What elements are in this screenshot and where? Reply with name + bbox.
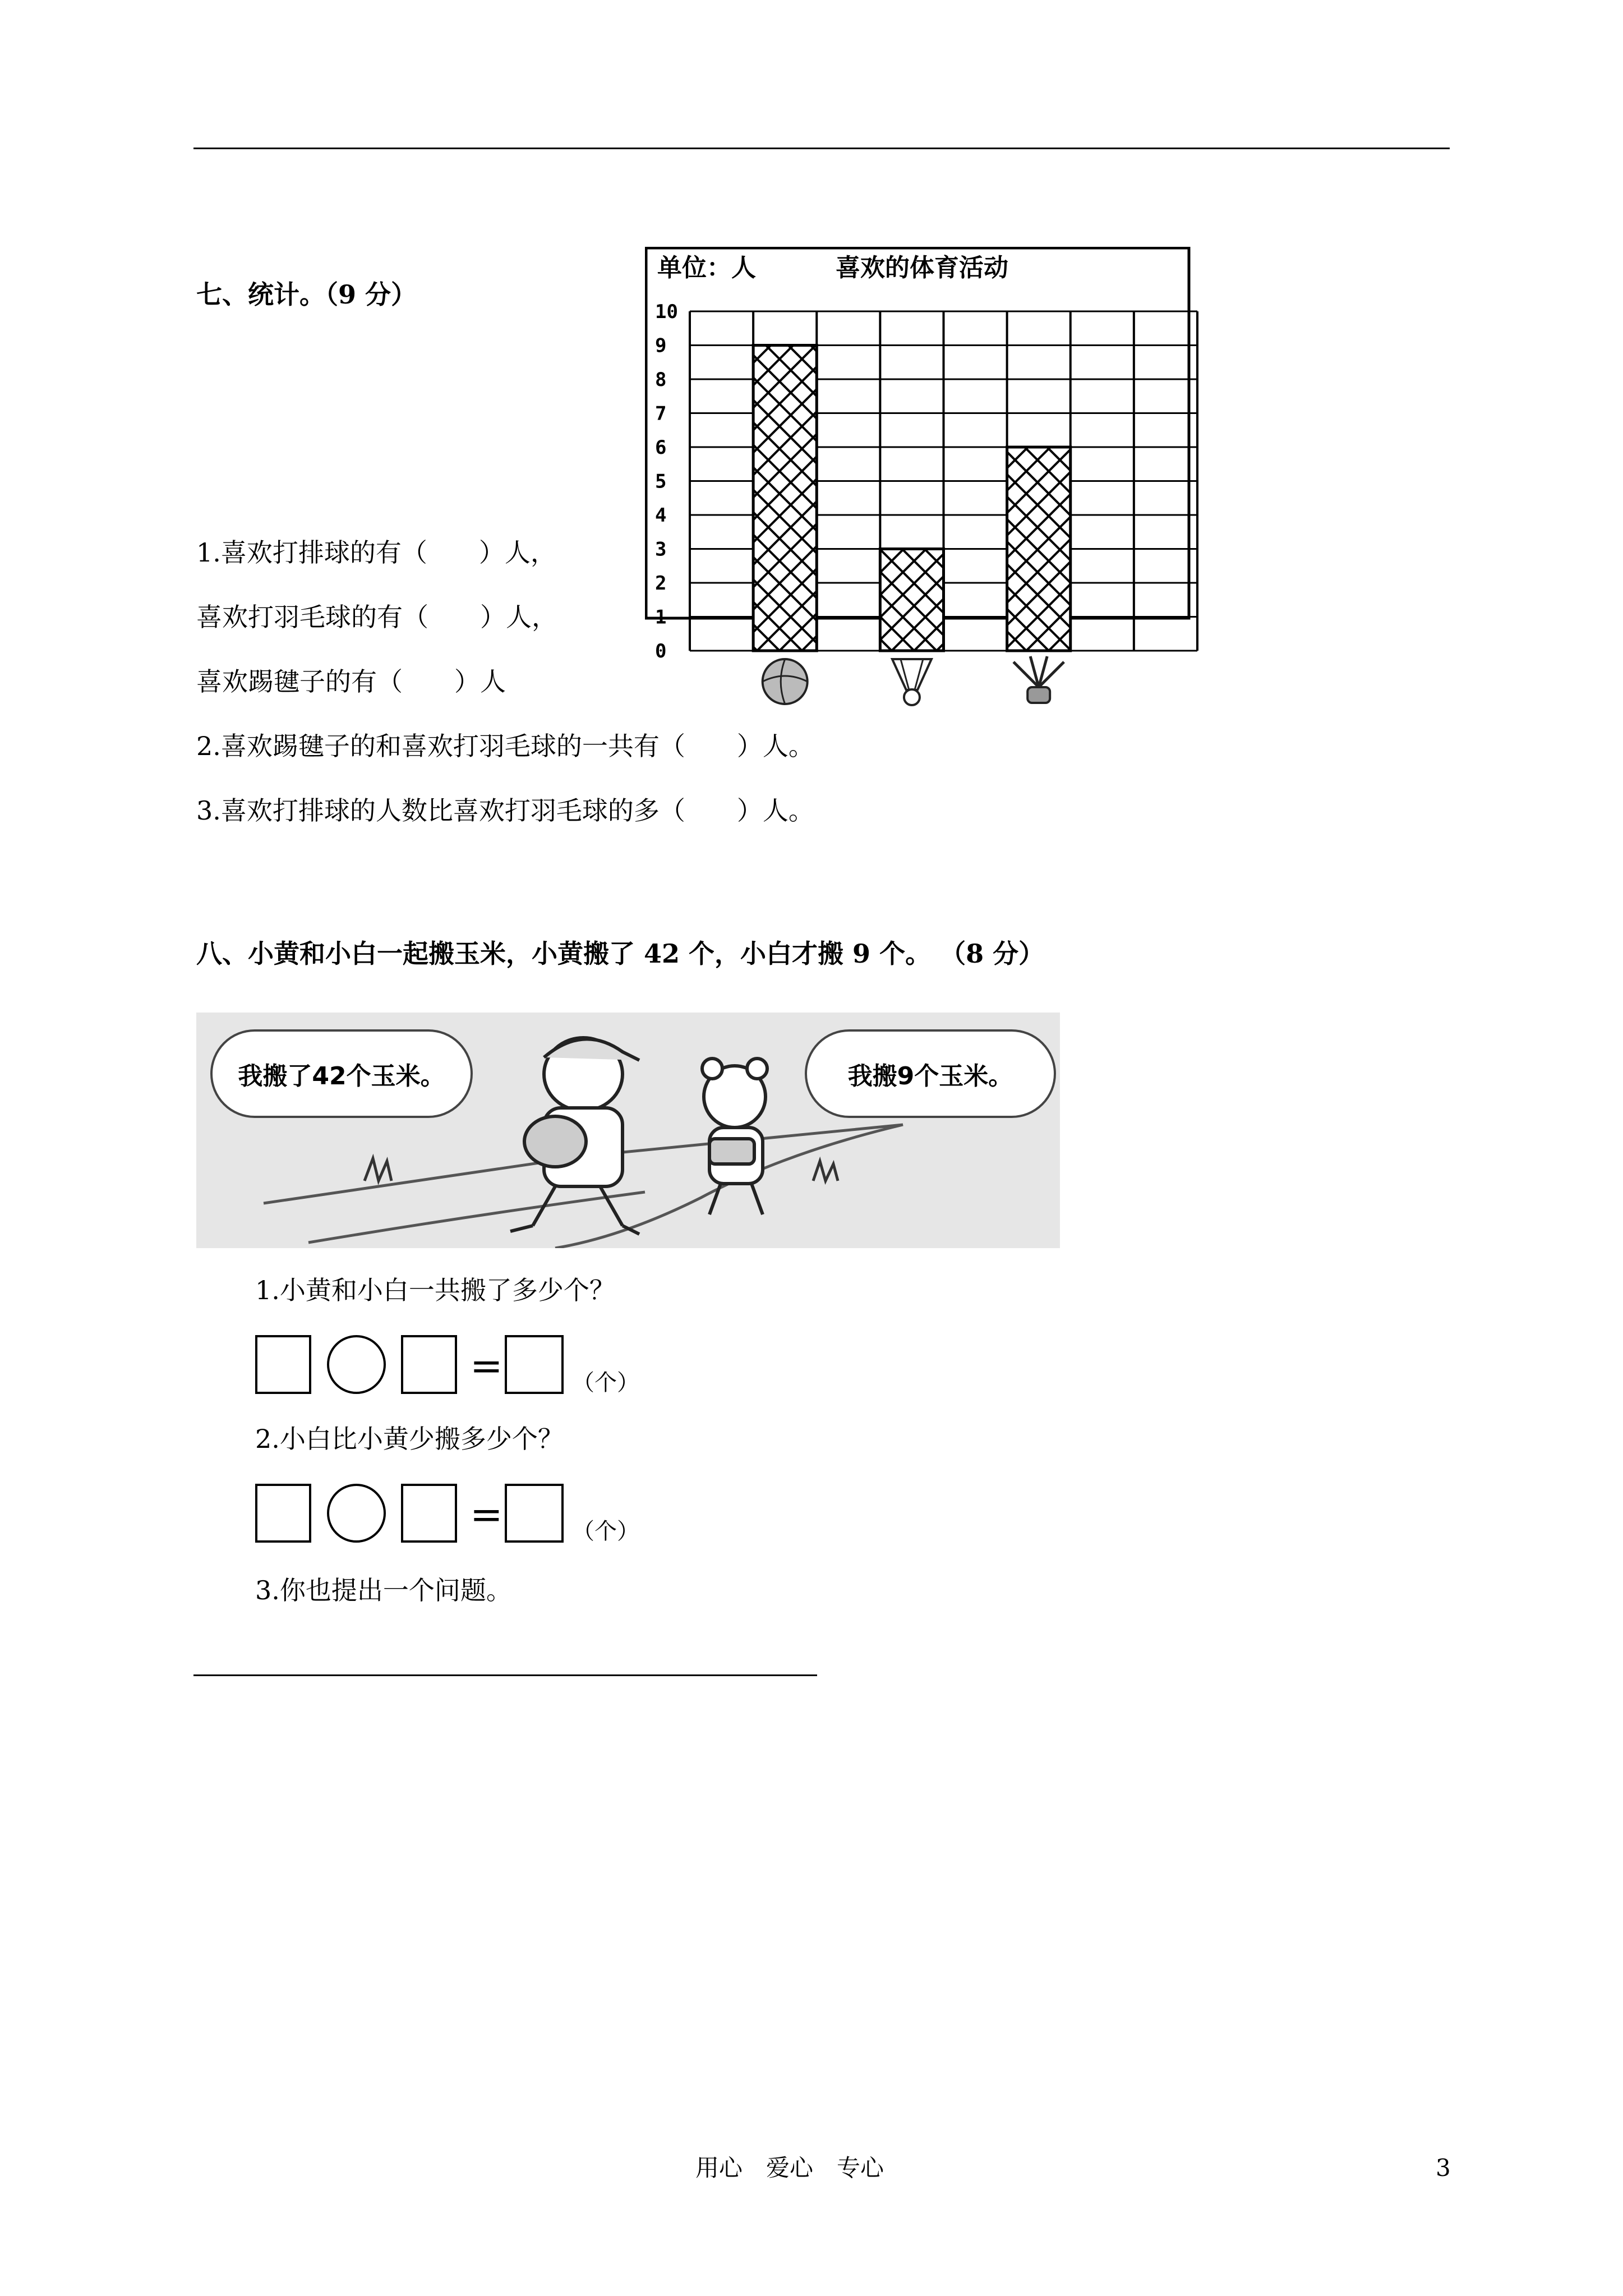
y-tick-label: 8 (655, 369, 667, 391)
y-tick-label: 1 (655, 606, 667, 629)
section8-q3: 3.你也提出一个问题。 (255, 1575, 512, 1605)
y-tick-label: 3 (655, 538, 667, 561)
y-tick-label: 4 (655, 504, 667, 527)
chart-y-ticks (655, 301, 678, 662)
operator-circle[interactable] (327, 1484, 386, 1543)
bar (753, 346, 817, 651)
chart-svg (645, 247, 1206, 707)
section7-q1-line2: 喜欢打羽毛球的有（ ）人， (196, 602, 557, 632)
equals-sign: = (470, 1492, 503, 1538)
bar (880, 549, 943, 651)
section8-q2: 2.小白比小黄少搬多少个？ (255, 1424, 564, 1454)
boy-figure (510, 1038, 639, 1234)
chart-category-icons (763, 656, 1064, 705)
unit-label: （个） (572, 1370, 639, 1396)
footer-slogan: 用心 爱心 专心 (695, 2154, 884, 2182)
y-tick-label: 7 (655, 402, 667, 425)
section7-q3: 3.喜欢打排球的人数比喜欢打羽毛球的多（ ）人。 (196, 795, 814, 826)
speech-bubble-left-text: 我搬了42个玉米。 (238, 1062, 445, 1091)
badminton-icon (892, 659, 932, 705)
answer-box[interactable] (255, 1484, 311, 1543)
equals-sign: = (470, 1343, 503, 1389)
section7-q1-line1: 1.喜欢打排球的有（ ）人， (196, 537, 556, 568)
section8-heading: 八、小黄和小白一起搬玉米，小黄搬了 42 个，小白才搬 9 个。 （8 分） (196, 938, 1045, 969)
y-tick-label: 0 (655, 640, 667, 662)
y-tick-label: 10 (655, 301, 678, 323)
speech-bubble-right-text: 我搬9个玉米。 (847, 1062, 1013, 1091)
answer-box[interactable] (401, 1484, 457, 1543)
answer-box[interactable] (401, 1335, 457, 1394)
speech-bubble-left (210, 1029, 473, 1118)
answer-line[interactable] (193, 1674, 817, 1676)
chart-unit-label: 单位：人 (657, 254, 756, 282)
sports-bar-chart (645, 247, 1206, 707)
page-number: 3 (1436, 2154, 1451, 2182)
chart-title: 喜欢的体育活动 (836, 254, 1008, 282)
y-tick-label: 2 (655, 572, 667, 595)
y-tick-label: 9 (655, 334, 667, 357)
volleyball-icon (763, 659, 808, 704)
answer-box[interactable] (505, 1484, 564, 1543)
chart-bars (753, 346, 1071, 651)
answer-box[interactable] (505, 1335, 564, 1394)
y-tick-label: 6 (655, 436, 667, 459)
section7-heading: 七、统计。（9 分） (196, 279, 417, 310)
operator-circle[interactable] (327, 1335, 386, 1394)
section7-q2: 2.喜欢踢毽子的和喜欢打羽毛球的一共有（ ）人。 (196, 731, 814, 761)
unit-label: （个） (572, 1519, 639, 1544)
speech-bubble-right (805, 1029, 1056, 1118)
section7-q1-line3: 喜欢踢毽子的有（ ）人 (196, 666, 506, 697)
y-tick-label: 5 (655, 470, 667, 493)
answer-box[interactable] (255, 1335, 311, 1394)
header-rule (193, 148, 1450, 149)
section8-q1: 1.小黄和小白一共搬了多少个？ (255, 1275, 615, 1305)
shuttlecock-icon (1013, 656, 1064, 703)
corn-illustration (196, 1013, 1060, 1248)
bar (1007, 447, 1071, 651)
